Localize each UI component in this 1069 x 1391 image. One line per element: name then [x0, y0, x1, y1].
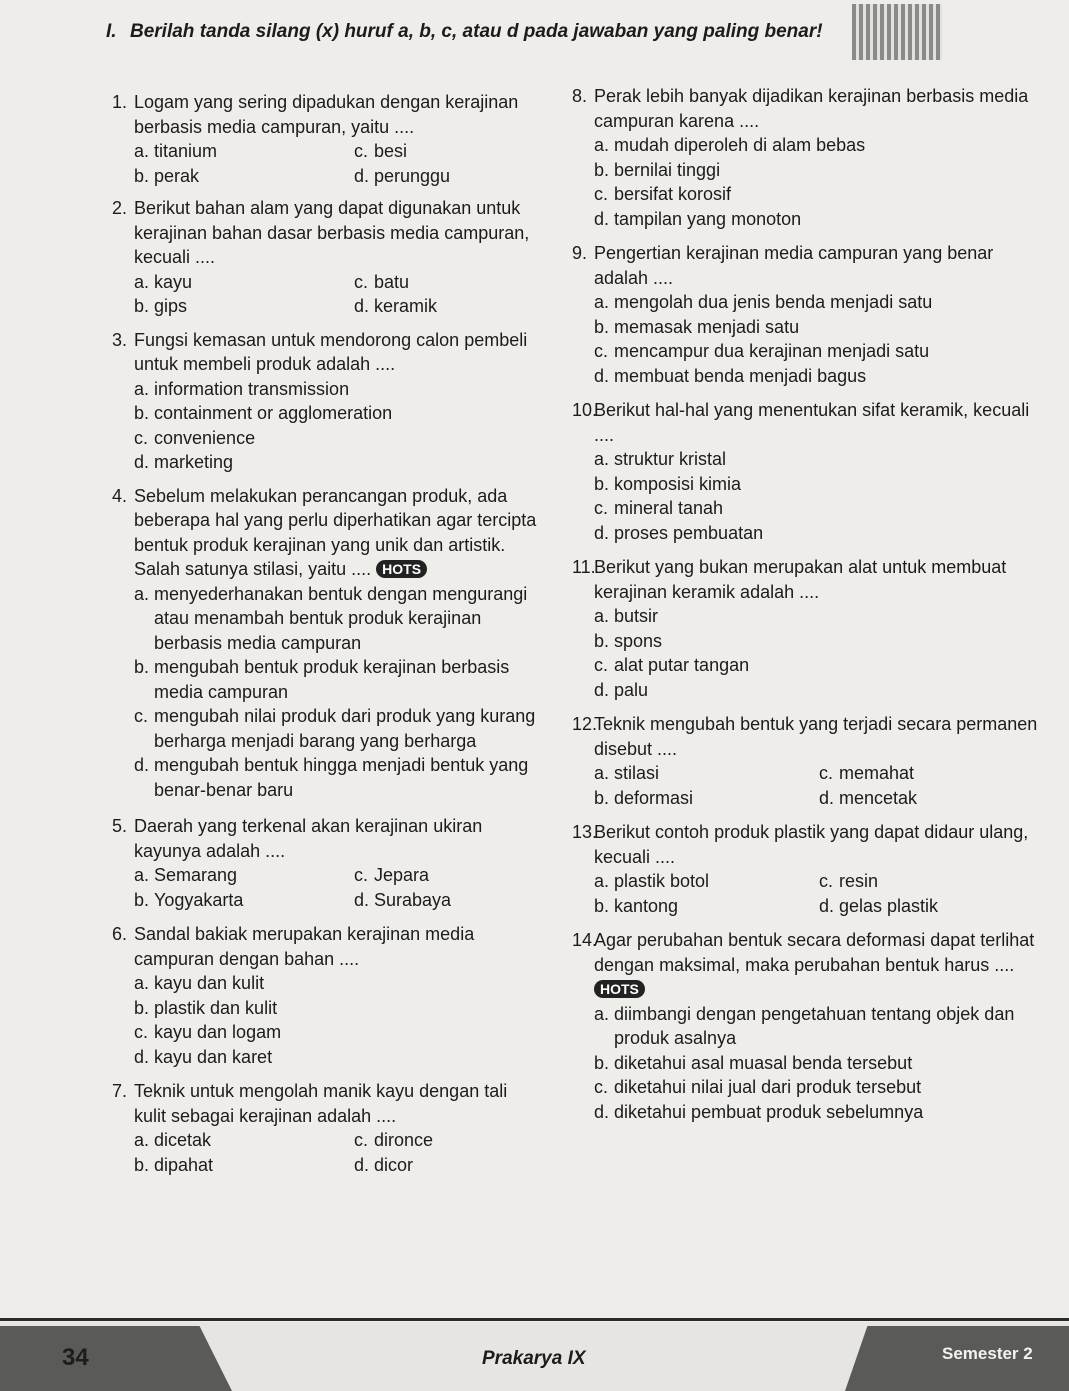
question-item [572, 820, 1042, 918]
option-letter: a. [134, 583, 150, 604]
option-row [134, 888, 542, 913]
option-text: bernilai tinggi [614, 159, 721, 180]
question-item [572, 712, 1042, 810]
semester-label: Semester 2 [942, 1344, 1033, 1363]
option-text: dipahat [154, 1154, 214, 1175]
answer-option [134, 971, 542, 996]
answer-option [354, 164, 450, 189]
answer-option [354, 1153, 413, 1178]
option-text: diketahui nilai jual dari produk tersebut [614, 1077, 922, 1097]
option-letter: d. [354, 165, 370, 186]
footer-tab-left [0, 1326, 232, 1391]
answer-option [819, 869, 878, 894]
option-letter: a. [134, 973, 150, 993]
option-letter: c. [354, 865, 369, 885]
answer-option [594, 1100, 1042, 1125]
option-text: Semarang [154, 865, 238, 885]
option-text: perunggu [374, 165, 451, 186]
question-item [112, 328, 542, 475]
option-text: convenience [154, 427, 256, 448]
option-letter: b. [594, 787, 610, 808]
option-text: mudah diperoleh di alam bebas [614, 135, 866, 155]
question-stem [594, 928, 1042, 1002]
option-row [594, 869, 1042, 894]
question-item [572, 398, 1042, 545]
question-number: 3. [112, 329, 128, 350]
question-number: 6. [112, 924, 128, 944]
answer-option [134, 294, 354, 319]
answer-option [354, 1128, 433, 1153]
question-item [572, 555, 1042, 702]
option-letter: a. [594, 1003, 610, 1024]
option-letter: d. [594, 365, 610, 386]
option-text: deformasi [614, 787, 694, 808]
question-text: Berikut bahan alam yang dapat digunakan untuk kerajinan bahan dasar berbasis media campuran, kecuali .... [134, 198, 530, 267]
option-text: butsir [614, 606, 659, 626]
question-text: Berikut hal-hal yang menentukan sifat keramik, kecuali .... [594, 400, 1030, 445]
option-text: bersifat korosif [614, 184, 732, 204]
answer-option [354, 863, 429, 888]
footer-divider [0, 1318, 1069, 1321]
option-text: kayu dan logam [154, 1022, 282, 1042]
answer-option [354, 294, 437, 319]
option-text: mineral tanah [614, 498, 724, 518]
question-text: Teknik mengubah bentuk yang terjadi secara permanen disebut .... [594, 714, 1038, 759]
question-item [572, 928, 1042, 1124]
option-text: gips [154, 296, 188, 316]
answer-option [819, 761, 914, 786]
answer-option [134, 1045, 542, 1070]
question-stem [594, 398, 1042, 447]
answer-option [594, 1002, 1042, 1051]
option-letter: a. [134, 865, 150, 885]
answer-option [354, 270, 409, 295]
answer-option [594, 629, 1042, 654]
question-stem [594, 241, 1042, 290]
option-letter: c. [819, 871, 834, 891]
answer-option [594, 653, 1042, 678]
answer-option [594, 472, 1042, 497]
option-text: dicetak [154, 1130, 212, 1150]
question-text: Perak lebih banyak dijadikan kerajinan berbasis media campuran karena .... [594, 86, 1029, 131]
answer-option [594, 761, 819, 786]
option-letter: b. [134, 165, 150, 186]
answer-option [134, 1153, 354, 1178]
option-text: mengolah dua jenis benda menjadi satu [614, 292, 933, 312]
answer-option [134, 270, 354, 295]
answer-option [594, 207, 1042, 232]
answer-option [594, 496, 1042, 521]
question-text: Sandal bakiak merupakan kerajinan media campuran dengan bahan .... [134, 924, 475, 969]
option-letter: c. [594, 498, 609, 518]
option-text: marketing [154, 452, 234, 472]
question-text: Pengertian kerajinan media campuran yang benar adalah .... [594, 243, 994, 288]
option-letter: d. [134, 755, 150, 775]
option-row [134, 1153, 542, 1178]
question-item [112, 814, 542, 912]
hots-badge: HOTS [594, 980, 645, 998]
option-letter: c. [354, 271, 369, 292]
answer-option [134, 426, 542, 451]
option-letter: a. [134, 141, 150, 161]
option-letter: c. [819, 763, 834, 783]
answer-option [819, 894, 938, 919]
option-text: proses pembuatan [614, 522, 764, 543]
option-letter: d. [819, 895, 835, 916]
option-text: besi [374, 141, 408, 161]
option-text: kayu dan karet [154, 1046, 273, 1067]
question-number: 11. [572, 557, 596, 577]
question-text: Agar perubahan bentuk secara deformasi dapat terlihat dengan maksimal, maka perubahan bentuk harus .... [594, 930, 1035, 975]
option-text: struktur kristal [614, 449, 727, 469]
question-number: 13. [572, 822, 598, 842]
option-letter: c. [134, 427, 149, 448]
answer-option [134, 888, 354, 913]
option-letter: d. [819, 787, 835, 808]
answer-option [134, 377, 542, 402]
option-row [134, 164, 542, 189]
question-text: Sebelum melakukan perancangan produk, ada beberapa hal yang perlu diperhatikan agar tercipta bentuk produk kerajinan yang unik dan artistik. Salah satunya stilasi, yaitu .... [134, 485, 537, 579]
question-number: 2. [112, 198, 128, 218]
answer-option [819, 786, 917, 811]
option-letter: b. [134, 296, 150, 316]
qr-code-image [852, 4, 942, 60]
question-item [112, 484, 542, 803]
question-number: 14. [572, 930, 598, 950]
answer-option [134, 863, 354, 888]
option-text: membuat benda menjadi bagus [614, 365, 867, 386]
option-text: information transmission [154, 378, 350, 399]
answer-option [134, 1128, 354, 1153]
option-letter: a. [594, 449, 610, 469]
answer-option [594, 447, 1042, 472]
answer-option [594, 290, 1042, 315]
option-letter: a. [594, 292, 610, 312]
answer-option [134, 1020, 542, 1045]
option-text: dicor [374, 1154, 414, 1175]
question-stem [134, 814, 542, 863]
hots-badge: HOTS [376, 560, 427, 578]
answer-option [594, 364, 1042, 389]
option-letter: c. [354, 141, 369, 161]
question-stem [594, 84, 1042, 133]
option-text: plastik dan kulit [154, 997, 278, 1018]
option-letter: a. [594, 871, 610, 891]
option-letter: d. [354, 1154, 370, 1175]
option-letter: b. [134, 889, 150, 910]
option-row [134, 1128, 542, 1153]
option-letter: b. [594, 630, 610, 651]
instruction-heading [106, 20, 832, 43]
option-letter: c. [594, 184, 609, 204]
option-letter: c. [594, 341, 609, 361]
option-text: containment or agglomeration [154, 403, 393, 423]
option-letter: b. [134, 997, 150, 1018]
question-stem [134, 484, 542, 582]
option-text: keramik [374, 296, 438, 316]
option-text: kayu dan kulit [154, 973, 265, 993]
question-stem [594, 712, 1042, 761]
question-text: Daerah yang terkenal akan kerajinan ukiran kayunya adalah .... [134, 816, 483, 861]
option-text: spons [614, 630, 663, 651]
question-number: 4. [112, 485, 128, 506]
option-letter: d. [594, 208, 610, 229]
option-text: Yogyakarta [154, 889, 244, 910]
question-number: 8. [572, 86, 588, 106]
option-text: mengubah bentuk hingga menjadi bentuk yang benar-benar baru [154, 755, 529, 800]
option-row [134, 863, 542, 888]
answer-option [134, 655, 542, 704]
option-letter: c. [594, 655, 609, 675]
answer-option [594, 315, 1042, 340]
question-number: 7. [112, 1081, 128, 1101]
option-text: mengubah bentuk produk kerajinan berbasis media campuran [154, 657, 510, 702]
option-letter: a. [594, 135, 610, 155]
option-text: titanium [154, 141, 218, 161]
question-number: 5. [112, 816, 128, 836]
option-row [134, 270, 542, 295]
answer-option [354, 139, 407, 164]
option-text: mencampur dua kerajinan menjadi satu [614, 341, 930, 361]
option-letter: a. [134, 271, 150, 292]
option-letter: b. [594, 1052, 610, 1073]
option-row [594, 786, 1042, 811]
option-text: kayu [154, 271, 193, 292]
answer-option [134, 753, 542, 802]
option-text: dironce [374, 1130, 434, 1150]
option-letter: c. [134, 1022, 149, 1042]
option-letter: b. [594, 159, 610, 180]
option-row [134, 294, 542, 319]
option-row [594, 761, 1042, 786]
option-text: resin [839, 871, 879, 891]
option-letter: b. [134, 1154, 150, 1175]
answer-option [134, 401, 542, 426]
option-letter: d. [134, 452, 150, 472]
answer-option [594, 1051, 1042, 1076]
option-text: gelas plastik [839, 895, 939, 916]
answer-option [594, 894, 819, 919]
option-text: kantong [614, 895, 679, 916]
question-item [112, 196, 542, 319]
option-text: diketahui asal muasal benda tersebut [614, 1052, 913, 1073]
option-text: memasak menjadi satu [614, 316, 800, 337]
option-letter: a. [134, 1130, 150, 1150]
question-text: Fungsi kemasan untuk mendorong calon pembeli untuk membeli produk adalah .... [134, 329, 528, 374]
question-item [572, 84, 1042, 231]
question-number: 1. [112, 92, 128, 112]
option-text: diimbangi dengan pengetahuan tentang objek dan produk asalnya [614, 1003, 1015, 1048]
question-text: Logam yang sering dipadukan dengan kerajinan berbasis media campuran, yaitu .... [134, 92, 519, 137]
page-number: 34 [62, 1344, 89, 1371]
option-letter: a. [594, 606, 610, 626]
option-text: Jepara [374, 865, 430, 885]
option-text: perak [154, 165, 200, 186]
question-number: 9. [572, 243, 588, 263]
option-text: plastik botol [614, 871, 710, 891]
option-text: komposisi kimia [614, 473, 742, 494]
answer-option [594, 869, 819, 894]
answer-option [594, 339, 1042, 364]
question-stem [134, 196, 542, 270]
question-stem [134, 90, 542, 139]
option-letter: b. [134, 403, 150, 423]
question-stem [594, 820, 1042, 869]
option-text: mengubah nilai produk dari produk yang kurang berharga menjadi barang yang berharga [154, 706, 536, 751]
option-row [594, 894, 1042, 919]
answer-option [594, 521, 1042, 546]
option-letter: d. [594, 679, 610, 700]
answer-option [594, 133, 1042, 158]
option-letter: b. [594, 895, 610, 916]
answer-option [594, 786, 819, 811]
question-number: 12. [572, 714, 598, 734]
section-number: I. [106, 21, 117, 42]
question-stem [134, 922, 542, 971]
option-text: palu [614, 679, 649, 700]
answer-option [594, 182, 1042, 207]
option-letter: c. [134, 706, 149, 726]
option-letter: d. [594, 1101, 610, 1122]
option-letter: c. [594, 1077, 609, 1097]
question-item [112, 922, 542, 1069]
option-letter: d. [354, 889, 370, 910]
option-letter: b. [134, 657, 150, 677]
answer-option [594, 158, 1042, 183]
option-text: diketahui pembuat produk sebelumnya [614, 1101, 924, 1122]
answer-option [594, 1075, 1042, 1100]
answer-option [354, 888, 451, 913]
question-stem [134, 1079, 542, 1128]
option-text: Surabaya [374, 889, 452, 910]
question-item [112, 90, 542, 188]
right-column [572, 84, 1042, 1124]
option-text: alat putar tangan [614, 655, 750, 675]
question-text: Berikut yang bukan merupakan alat untuk membuat kerajinan keramik adalah .... [594, 557, 1007, 602]
question-number: 10. [572, 400, 598, 420]
option-letter: a. [134, 378, 150, 399]
option-letter: c. [354, 1130, 369, 1150]
answer-option [134, 582, 542, 656]
answer-option [134, 139, 354, 164]
answer-option [134, 164, 354, 189]
answer-option [134, 450, 542, 475]
option-text: batu [374, 271, 410, 292]
answer-option [594, 604, 1042, 629]
option-row [134, 139, 542, 164]
question-item [572, 241, 1042, 388]
question-item [112, 1079, 542, 1177]
option-letter: d. [134, 1046, 150, 1067]
option-text: menyederhanakan bentuk dengan mengurangi atau menambah bentuk produk kerajinan berbasis media campuran [154, 583, 528, 653]
option-letter: b. [594, 473, 610, 494]
question-stem [134, 328, 542, 377]
answer-option [594, 678, 1042, 703]
option-text: stilasi [614, 763, 660, 783]
instruction-text: Berilah tanda silang (x) huruf a, b, c, atau d pada jawaban yang paling benar! [130, 21, 823, 42]
question-text: Berikut contoh produk plastik yang dapat didaur ulang, kecuali .... [594, 822, 1029, 867]
left-column [112, 90, 542, 1177]
option-text: mencetak [839, 787, 918, 808]
answer-option [134, 996, 542, 1021]
option-letter: a. [594, 763, 610, 783]
option-text: tampilan yang monoton [614, 208, 802, 229]
question-stem [594, 555, 1042, 604]
question-text: Teknik untuk mengolah manik kayu dengan tali kulit sebagai kerajinan adalah .... [134, 1081, 508, 1126]
answer-option [134, 704, 542, 753]
option-text: memahat [839, 763, 915, 783]
option-letter: d. [594, 522, 610, 543]
option-letter: b. [594, 316, 610, 337]
book-title: Prakarya IX [482, 1348, 586, 1369]
option-letter: d. [354, 296, 370, 316]
